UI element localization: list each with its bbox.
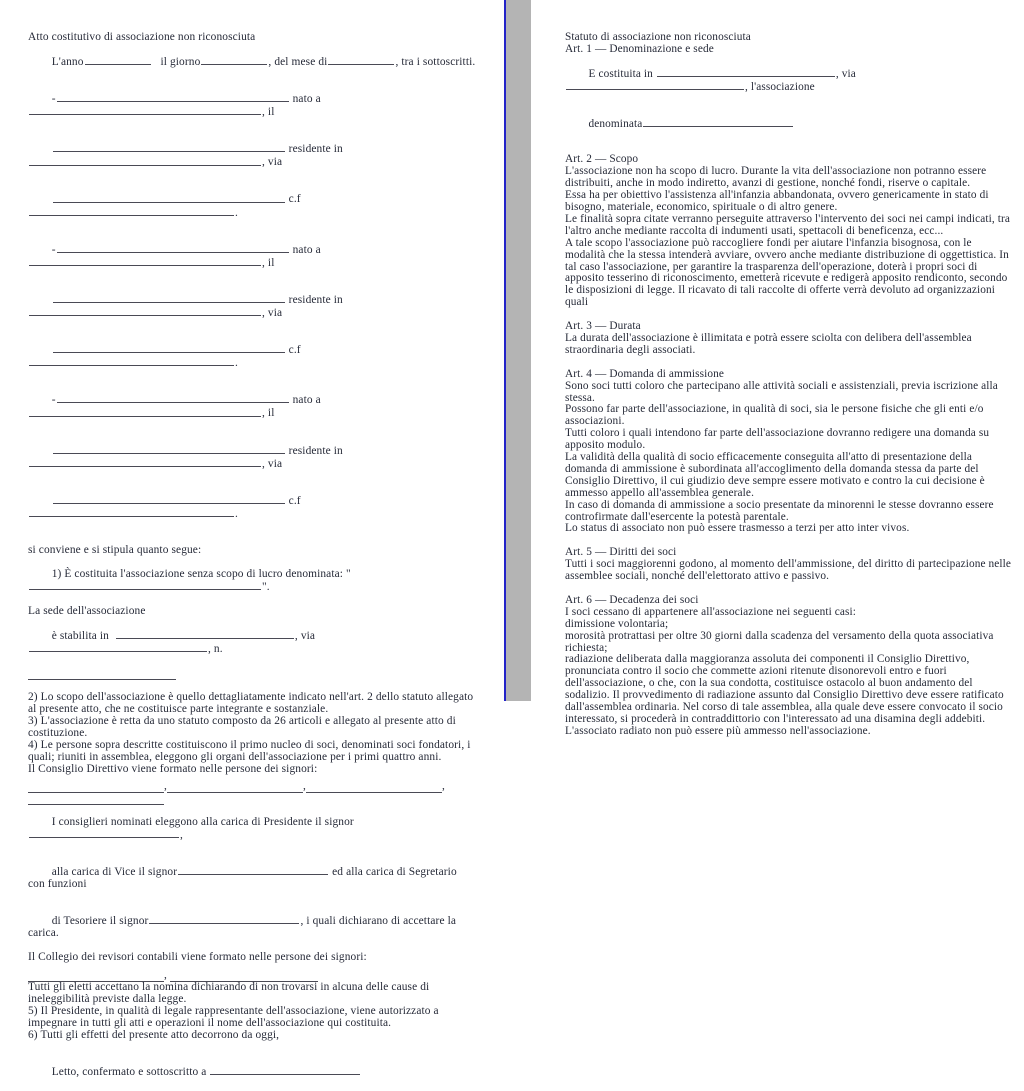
art4-paragraph: Sono soci tutti coloro che partecipano alle attività sociali e assistenziali, previa iscrizione alla stessa.: [565, 379, 1001, 404]
label-cf-3: c.f: [288, 494, 301, 507]
vice-label: alla carica di Vice il signor: [51, 866, 178, 879]
clause-1-sede-line: [28, 618, 476, 668]
blank-sede-citta[interactable]: [116, 630, 294, 639]
label-sede-n: , n.: [208, 643, 223, 656]
art6-paragraph: I soci cessano di appartenere all'associazione nei seguenti casi:: [565, 605, 857, 618]
label-via-3: , via: [262, 457, 283, 470]
blank-luogo-firma[interactable]: [210, 1066, 360, 1075]
consiglio-direttivo-blanks-row-2: [28, 793, 476, 805]
clause-3: 3) L'associazione è retta da uno statuto composto da 26 articoli e allegato al presente atto di costituzione.: [28, 714, 459, 739]
art1-denominata-line: [565, 106, 1014, 143]
right-page-content: [565, 32, 1014, 738]
label-period-3: .: [235, 508, 238, 521]
person-dash: -: [51, 93, 56, 106]
art1-label-via: , via: [835, 67, 856, 80]
blank-indirizzo-2[interactable]: [53, 344, 285, 353]
art2-paragraph: A tale scopo l'associazione può raccogliere fondi per aiutare l'infanzia bisognosa, con le modalità che la stessa intenderà avviare, ovvero anche mediante distribuzione di oggettistica. In tal caso l'associazione, per garantire la trasparenza dell'operazione, doterà i propri soci di apposito tesserino di riconoscimento, emetterà ricevute e redigerà apposito rendiconto, secondo le disposizioni di legge. Il ricavato di tali raccolte di offerte verrà devoluto ad organizzazioni quali: [565, 236, 1012, 309]
art6-paragraph: dimissione volontaria;: [565, 617, 669, 630]
tesoriere-tail: , i quali dichiarano di accettare la carica.: [28, 915, 459, 940]
label-cf-1: c.f: [288, 193, 301, 206]
page-divider: [504, 0, 531, 701]
blank-sede-via[interactable]: [29, 643, 207, 652]
document-page-right: [531, 0, 1024, 737]
label-nato-a-2: nato a: [292, 243, 321, 256]
label-residente-3: residente in: [288, 444, 343, 457]
left-page-content: [28, 32, 476, 1091]
art3-heading: Art. 3 — Durata: [565, 320, 641, 333]
clause-1-line: [28, 557, 476, 606]
label-il-3: , il: [262, 407, 275, 420]
label-nato-a-1: nato a: [292, 93, 321, 106]
consiglio-direttivo-blanks-row: , , ,: [28, 781, 476, 793]
art1-label-costituita: E costituita in: [588, 67, 653, 80]
blank-nato-a-1[interactable]: [29, 106, 261, 115]
presidente-line: [28, 805, 476, 854]
page-divider-band: [506, 0, 531, 701]
collegio-revisori-intro: Il Collegio dei revisori contabili viene formato nelle persone dei signori:: [28, 951, 367, 964]
spacer: [28, 1042, 476, 1054]
art2-heading: Art. 2 — Scopo: [565, 153, 639, 166]
clause-1-sede: La sede dell'associazione: [28, 604, 146, 617]
left-page-title: Atto costitutivo di associazione non riconosciuta: [28, 31, 256, 43]
blank-nato-a-2[interactable]: [29, 257, 261, 266]
label-stabilita-in: è stabilita in: [51, 629, 109, 642]
right-page-title: Statuto di associazione non riconosciuta: [565, 31, 751, 43]
blank-nome-3[interactable]: [57, 394, 289, 403]
blank-residenza-3[interactable]: [29, 458, 261, 467]
signature-label: Letto, confermato e sottoscritto a: [51, 1065, 207, 1078]
art4-paragraph: La validità della qualità di socio efficacemente conseguita all'atto di presentazione della domanda di ammissione è subordinata all'accoglimento della domanda stessa da parte del Consiglio Direttivo, il cui giudizio deve sempre essere motivato e contro la cui decisione è ammesso appello all'assemblea generale.: [565, 451, 988, 499]
label-period-2: .: [235, 357, 238, 370]
blank-data-2[interactable]: [53, 294, 285, 303]
person-1-name-line: [28, 81, 476, 131]
intro-tail: , tra i sottoscritti.: [395, 56, 476, 69]
art4-paragraph: Tutti coloro i quali intendono far parte dell'associazione dovranno redigere una domanda su apposito modulo.: [565, 427, 993, 452]
intro-mid1: il giorno: [160, 56, 201, 69]
label-period-1: .: [235, 206, 238, 219]
spacer: [28, 680, 476, 692]
blank-statuto-sede-citta[interactable]: [657, 68, 835, 77]
blank-cf-3[interactable]: [29, 508, 234, 517]
vice-line: [28, 854, 476, 903]
blank-statuto-sede-via[interactable]: [566, 81, 744, 90]
blank-residenza-1[interactable]: [29, 156, 261, 165]
art1-heading: Art. 1 — Denominazione e sede: [565, 42, 714, 55]
closing-1: Tutti gli eletti accettano la nomina dichiarando di non trovarsi in alcuna delle cause di ineleggibilità previste dalla legge.: [28, 981, 433, 1006]
art2-paragraph: Essa ha per obiettivo l'assistenza all'infanzia abbandonata, ovvero genericamente in stato di bisogno, materiale, economico, spirituale o di altro genere.: [565, 189, 992, 214]
clause-1-text: 1) È costituita l'associazione senza scopo di lucro denominata: ": [51, 567, 351, 580]
intro-mid2: , del mese di: [268, 56, 328, 69]
label-nato-a-3: nato a: [292, 394, 321, 407]
blank-sede-civico[interactable]: [28, 670, 176, 680]
blank-giorno[interactable]: [201, 56, 267, 65]
stipula-intro: si conviene e si stipula quanto segue:: [28, 543, 202, 556]
blank-statuto-denominazione[interactable]: [643, 118, 793, 127]
art2-paragraph: L'associazione non ha scopo di lucro. Durante la vita dell'associazione non potranno essere distribuiti, anche in modo indiretto, avanzi di gestione, nonché fondi, riserve o capitale.: [565, 165, 990, 190]
art5-heading: Art. 5 — Diritti dei soci: [565, 546, 677, 559]
blank-nato-a-3[interactable]: [29, 407, 261, 416]
person-2-name-line: [28, 232, 476, 282]
label-via-2: , via: [262, 307, 283, 320]
consiglio-direttivo-intro: Il Consiglio Direttivo viene formato nelle persone dei signori:: [28, 762, 318, 775]
person-2-cf-line: [28, 332, 476, 382]
blank-consigliere-3[interactable]: [306, 783, 442, 793]
document-page-left: [0, 0, 504, 1078]
person-3-cf-line: [28, 483, 476, 533]
person-1-residence-line: [28, 131, 476, 181]
clause-2: 2) Lo scopo dell'associazione è quello dettagliatamente indicato nell'art. 2 dello statuto allegato al presente atto, che ne costituisce parte integrante e sostanziale.: [28, 690, 477, 715]
art1-sede-line: [565, 56, 1014, 106]
clause-5: 5) Il Presidente, in qualità di legale rappresentante dell'associazione, viene autorizzato a impegnare in tutti gli atti e operazioni il nome dell'associazione qui costituita.: [28, 1005, 442, 1029]
label-il-2: , il: [262, 256, 275, 269]
art4-paragraph: Possono far parte dell'associazione, in qualità di soci, sia le persone fisiche che gli enti e/o associazioni.: [565, 403, 987, 428]
blank-residenza-2[interactable]: [29, 307, 261, 316]
blank-mese[interactable]: [328, 56, 394, 65]
clause-1-tail: ".: [262, 580, 270, 593]
blank-data-3[interactable]: [53, 445, 285, 454]
art6-heading: Art. 6 — Decadenza dei soci: [565, 593, 699, 606]
person-3-residence-line: [28, 433, 476, 483]
blank-data-1[interactable]: [53, 143, 285, 152]
blank-revisore-2[interactable]: [170, 972, 318, 982]
intro-lead: L'anno: [51, 56, 84, 69]
collegio-revisori-blanks-row: ,: [28, 970, 476, 982]
person-2-residence-line: [28, 282, 476, 332]
clause-6: 6) Tutti gli effetti del presente atto decorrono da oggi,: [28, 1028, 280, 1041]
clause-4: 4) Le persone sopra descritte costituiscono il primo nucleo di soci, denominati soci fondatori, i quali; riuniti in assemblea, eleggono gli organi dell'associazione per i primi quattro anni.: [28, 738, 474, 763]
art4-heading: Art. 4 — Domanda di ammissione: [565, 367, 725, 380]
tesoriere-line: [28, 903, 476, 952]
blank-denominazione[interactable]: [29, 581, 261, 590]
blank-revisore-1[interactable]: [28, 972, 164, 982]
person-dash: -: [51, 243, 56, 256]
blank-cf-1[interactable]: [29, 207, 234, 216]
blank-consigliere-1[interactable]: [28, 783, 164, 793]
blank-consigliere-2[interactable]: [167, 783, 303, 793]
blank-consigliere-4[interactable]: [28, 795, 164, 805]
spacer: [565, 357, 1014, 369]
blank-vice[interactable]: [178, 866, 328, 875]
blank-sede-civico-row: [28, 668, 476, 680]
art6-paragraph: morosità protrattasi per oltre 30 giorni dalla scadenza del versamento della quota associativa richiesta;: [565, 629, 997, 654]
vice-tail: ed alla carica di Segretario con funzioni: [28, 866, 460, 891]
person-dash: -: [51, 394, 56, 407]
art1-label-denominata: denominata: [588, 117, 643, 130]
blank-indirizzo-3[interactable]: [53, 495, 285, 504]
tesoriere-label: di Tesoriere il signor: [51, 915, 149, 928]
presidente-tail: ,: [180, 829, 183, 842]
blank-indirizzo-1[interactable]: [53, 193, 285, 202]
label-via-1: , via: [262, 156, 283, 169]
person-1-cf-line: [28, 181, 476, 231]
label-residente-2: residente in: [288, 294, 343, 307]
art2-paragraph: Le finalità sopra citate verranno perseguite attraverso l'intervento dei soci nei campi indicati, tra l'altro anche mediante raccolta di indumenti usati, spettacoli di beneficenza, ecc...: [565, 212, 1013, 237]
presidente-label: I consiglieri nominati eleggono alla carica di Presidente il signor: [51, 816, 354, 829]
art1-label-associazione: , l'associazione: [745, 80, 815, 93]
art3-paragraph: La durata dell'associazione è illimitata e potrà essere sciolta con delibera dell'assemblea straordinaria degli associati.: [565, 332, 975, 356]
label-il-1: , il: [262, 106, 275, 119]
blank-nome-1[interactable]: [57, 93, 289, 102]
blank-nome-2[interactable]: [57, 244, 289, 253]
signature-line: [28, 1054, 476, 1091]
intro-line: [28, 44, 476, 81]
blank-anno[interactable]: [85, 56, 151, 65]
person-3-name-line: [28, 382, 476, 432]
blank-cf-2[interactable]: [29, 357, 234, 366]
blank-presidente[interactable]: [29, 829, 179, 838]
art4-paragraph: In caso di domanda di ammissione a socio presentate da minorenni le stesse dovranno essere controfirmate dall'esercente la potestà parentale.: [565, 498, 997, 523]
art5-paragraph: Tutti i soci maggiorenni godono, al momento dell'ammissione, del diritto di partecipazione nelle assemblee sociali, nonché dell'elettorato attivo e passivo.: [565, 558, 1014, 583]
label-sede-via: , via: [294, 629, 316, 642]
label-cf-2: c.f: [288, 344, 301, 357]
art6-paragraph: radiazione deliberata dalla maggioranza assoluta dei componenti il Consiglio Direttivo, pronunciata contro il socio che commette azioni ritenute disonorevoli entro e fuori dell'associazione, o che, con la sua condotta, costituisce ostacolo al buon andamento del sodalizio. Il provvedimento di radiazione assunto dal Consiglio Direttivo deve essere ratificato dall'assemblea ordinaria. Nel corso di tale assemblea, alla quale deve essere convocato il socio interessato, si procederà in contraddittorio con l'interessato ad una disamina degli addebiti. L'associato radiato non può essere più ammesso nell'associazione.: [565, 653, 1007, 737]
art4-paragraph: Lo status di associato non può essere trasmesso a terzi per atto inter vivos.: [565, 522, 910, 535]
label-residente-1: residente in: [288, 143, 343, 156]
blank-tesoriere[interactable]: [149, 915, 299, 924]
